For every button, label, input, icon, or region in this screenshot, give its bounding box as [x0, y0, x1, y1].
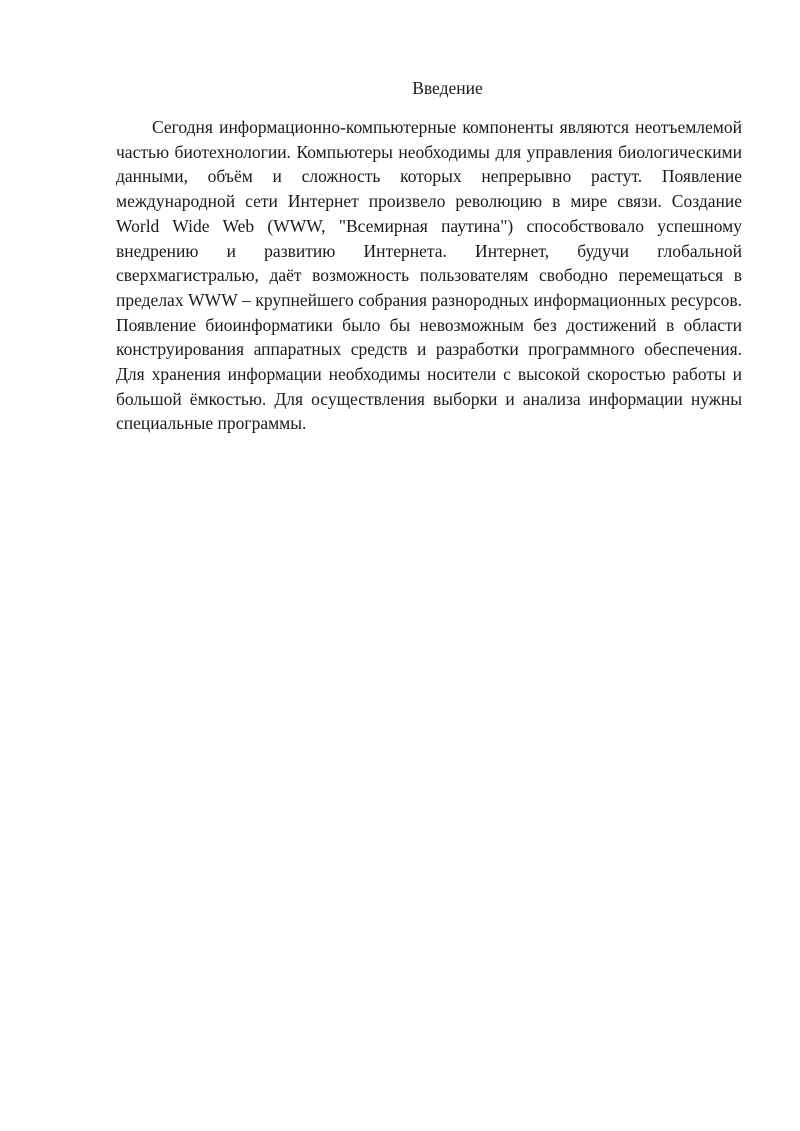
body-paragraph: Сегодня информационно-компьютерные компоненты являются неотъемлемой частью биотехнологии. Компьютеры необходимы для управления биологическими данными, объём и сложность которых непрерывно растут. Появление международной сети Интернет произвело революцию в мире связи. Создание World Wide Web (WWW, "Всемирная паутина") способствовало успешному внедрению и развитию Интернета. Интернет, будучи глобальной сверхмагистралью, даёт возможность пользователям свободно перемещаться в пределах WWW – крупнейшего собрания разнородных информационных ресурсов. Появление биоинформатики было бы невозможным без достижений в области конструирования аппаратных средств и разработки программного обеспечения. Для хранения информации необходимы носители с высокой скоростью работы и большой ёмкостью. Для осуществления выборки и анализа информации нужны специальные программы. — [116, 117, 742, 434]
page-title: Введение — [412, 78, 483, 98]
